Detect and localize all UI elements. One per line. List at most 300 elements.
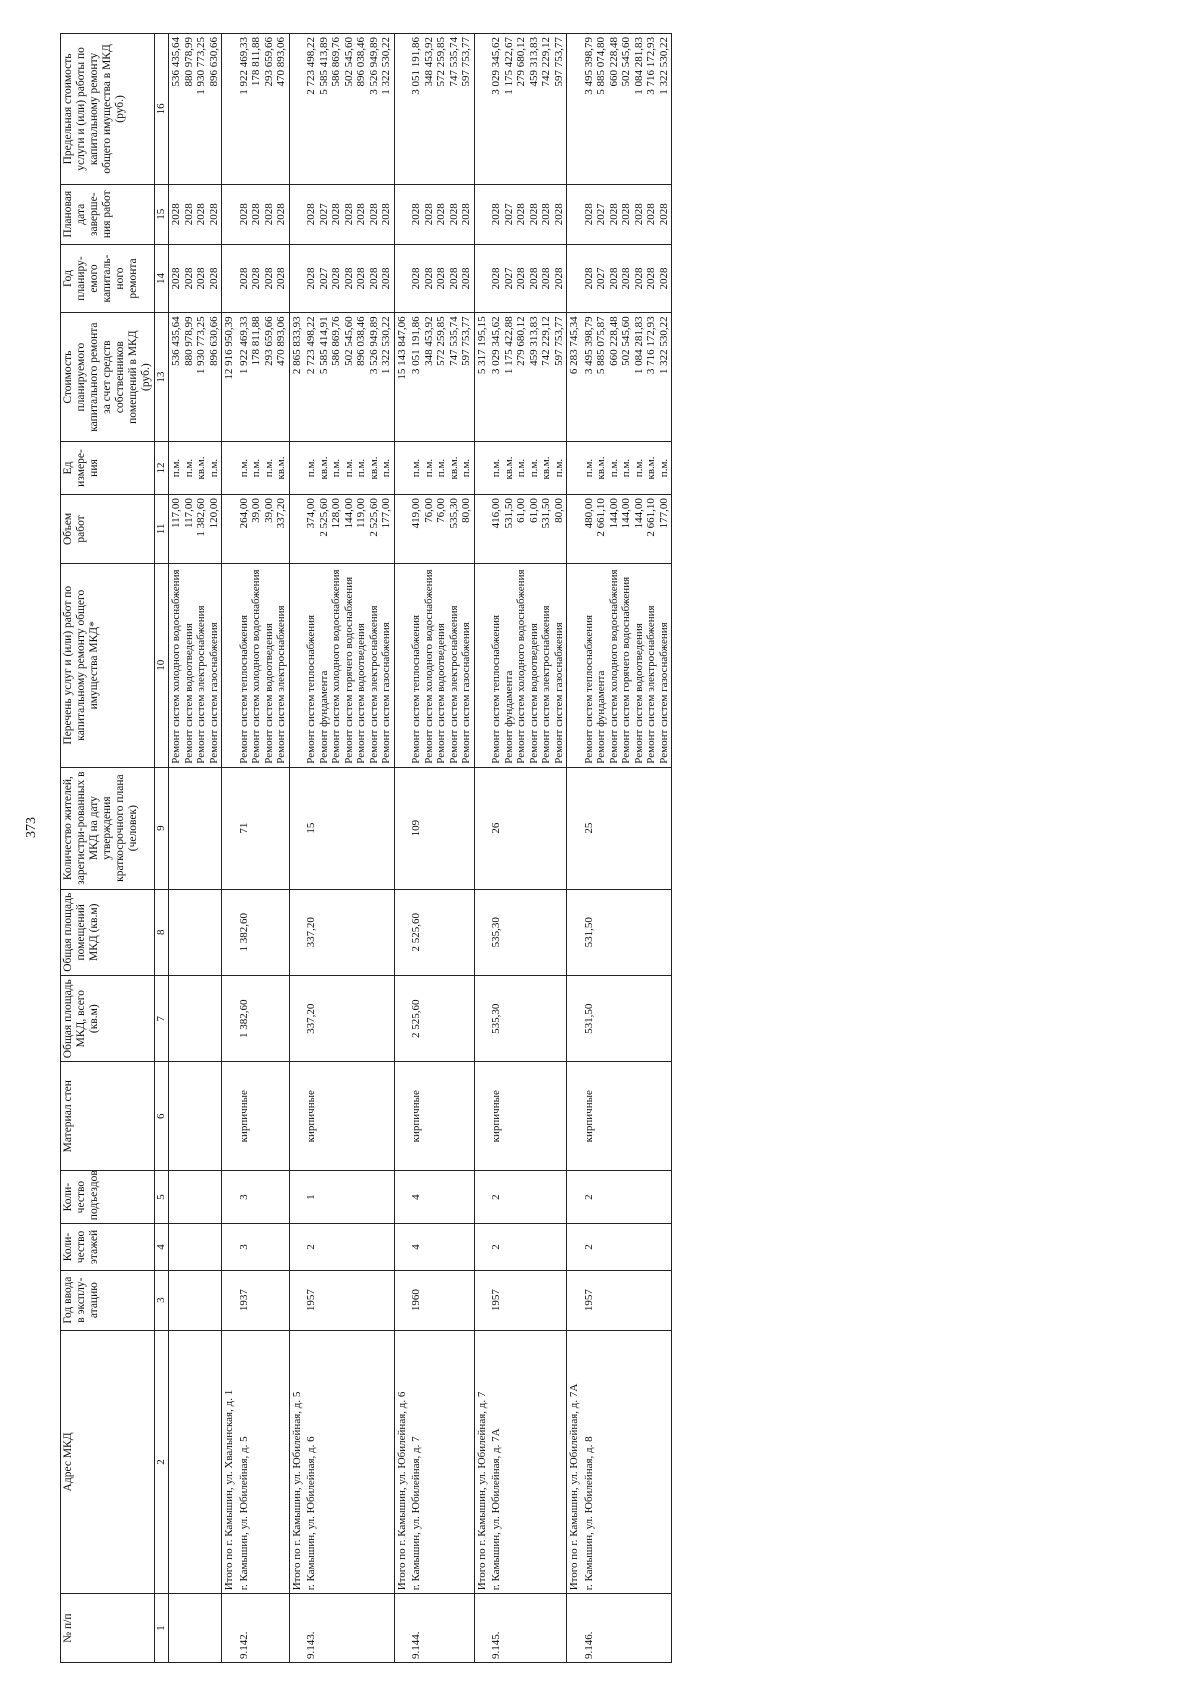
cost-line: 1 175 422,88: [502, 316, 515, 375]
limit-cost-line: 1 322 530,22: [380, 37, 392, 95]
cost-line: 178 811,88: [250, 316, 262, 366]
cost-line: 1 084 281,83: [632, 316, 645, 375]
repair-year: [489, 244, 567, 313]
unit: [582, 441, 672, 494]
row-number: 9.146.: [582, 1594, 672, 1663]
unit-line: п.м.: [460, 458, 472, 478]
cost-line: 1 922 469,33: [237, 316, 250, 375]
commission-year: 1960: [409, 1270, 474, 1330]
empty-cell: [169, 1062, 222, 1171]
repair-year-line: 2028: [305, 267, 317, 290]
work-item: Ремонт фундамента: [502, 670, 515, 764]
empty-cell: [394, 889, 409, 975]
area-total: 535,30: [489, 976, 567, 1062]
volume-line: 535,30: [447, 498, 460, 529]
unit: [169, 441, 222, 494]
floors-count: 2: [582, 1224, 672, 1271]
column-number: 6: [155, 1062, 169, 1171]
completion-date-line: 2028: [380, 203, 392, 226]
unit-line: кв.м.: [447, 456, 460, 480]
limit-cost-line: 502 545,60: [342, 37, 355, 87]
cost-line: 5 585 414,91: [317, 316, 330, 375]
area-total: 1 382,60: [237, 976, 290, 1062]
house-row: [237, 34, 290, 1663]
completion-date-line: 2028: [355, 203, 367, 226]
volume-line: 531,50: [502, 498, 515, 529]
limit-cost: [237, 34, 290, 185]
commission-year: 1957: [489, 1270, 567, 1330]
entrances-count: 2: [489, 1171, 567, 1224]
limit-cost-line: 5 885 074,80: [595, 37, 607, 95]
unit-line: кв.м.: [645, 456, 657, 480]
page-number: 373: [24, 817, 39, 838]
completion-date: [409, 184, 474, 244]
empty-cell: [567, 495, 582, 564]
repair-year-line: 2028: [355, 267, 367, 290]
completion-date: [237, 184, 290, 244]
empty-cell: [394, 34, 409, 185]
cost-line: 2 723 498,22: [305, 316, 317, 375]
volume-line: 374,00: [305, 498, 317, 529]
unit-line: п.м.: [607, 458, 620, 478]
total-row: [394, 34, 409, 1663]
column-header: Год планиру-емого капиталь-ного ремонта: [61, 244, 155, 313]
volume: [582, 495, 672, 564]
column-header: Коли-чество подъездов: [61, 1171, 155, 1224]
volume-line: 76,00: [422, 498, 435, 523]
repair-year: [237, 244, 290, 313]
column-number: 14: [155, 244, 169, 313]
empty-cell: [222, 1594, 237, 1663]
column-number: 11: [155, 495, 169, 564]
completion-date-line: 2028: [367, 203, 380, 226]
empty-cell: [289, 34, 304, 185]
empty-cell: [222, 1224, 237, 1271]
floors-count: 2: [304, 1224, 394, 1271]
limit-cost-line: 747 535,74: [447, 37, 460, 87]
limit-cost-line: 597 753,77: [460, 37, 472, 87]
limit-cost-line: 1 930 773,25: [195, 37, 207, 95]
empty-cell: [567, 184, 582, 244]
completion-date-line: 2028: [620, 203, 632, 226]
unit: [409, 441, 474, 494]
volume-line: 144,00: [607, 498, 620, 529]
total-row: [289, 34, 304, 1663]
volume-line: 119,00: [355, 498, 367, 528]
total-label: Итого по г. Камышин, ул. Юбилейная, д. 6: [394, 1330, 409, 1594]
row-number: 9.145.: [489, 1594, 567, 1663]
repair-year-line: 2028: [367, 267, 380, 290]
completion-date-line: 2028: [305, 203, 317, 226]
total-row: [567, 34, 582, 1663]
completion-date-line: 2028: [422, 203, 435, 226]
limit-cost-line: 572 259,85: [435, 37, 447, 87]
empty-cell: [289, 767, 304, 889]
floors-count: 3: [237, 1224, 290, 1271]
table-body: [169, 34, 672, 1663]
unit-line: п.м.: [330, 458, 342, 478]
total-row: [222, 34, 237, 1663]
volume-line: 419,00: [410, 498, 422, 529]
work-item: Ремонт систем водоотведения: [262, 623, 275, 764]
work-item: Ремонт систем холодного водоснабжения: [250, 569, 262, 764]
entrances-count: 3: [237, 1171, 290, 1224]
house-row: [304, 34, 394, 1663]
volume-line: 117,00: [170, 498, 182, 528]
residents-count: 109: [409, 767, 474, 889]
total-cost: 2 865 833,93: [289, 313, 304, 442]
volume-line: 2 525,60: [367, 498, 380, 537]
completion-date-line: 2028: [490, 203, 502, 226]
limit-cost-line: 3 716 172,93: [645, 37, 657, 95]
empty-cell: [289, 184, 304, 244]
completion-date-line: 2028: [527, 203, 540, 226]
cost: [304, 313, 394, 442]
area-rooms: 1 382,60: [237, 889, 290, 975]
cost: [489, 313, 567, 442]
volume-line: 2 525,60: [317, 498, 330, 537]
empty-cell: [567, 563, 582, 767]
cost-line: 896 038,46: [355, 316, 367, 366]
column-header: Общая площадь помещений МКД (кв.м): [61, 889, 155, 975]
empty-cell: [474, 889, 489, 975]
completion-date-line: 2028: [540, 203, 552, 226]
column-number: 3: [155, 1270, 169, 1330]
empty-cell: [394, 1224, 409, 1271]
work-item: Ремонт систем электроснабжения: [195, 605, 207, 764]
column-number: 12: [155, 441, 169, 494]
total-row: [474, 34, 489, 1663]
header-row: [61, 34, 155, 1663]
area-rooms: 337,20: [304, 889, 394, 975]
cost: [409, 313, 474, 442]
volume-line: 117,00: [182, 498, 195, 528]
cost-line: 660 228,48: [607, 316, 620, 366]
repair-year-line: 2028: [607, 267, 620, 290]
cost-line: 3 051 191,86: [410, 316, 422, 375]
empty-cell: [474, 1171, 489, 1224]
cost-line: 880 978,99: [182, 316, 195, 366]
completion-date-line: 2027: [317, 203, 330, 226]
cost-line: 597 753,77: [460, 316, 472, 366]
work-item: Ремонт систем водоотведения: [527, 623, 540, 764]
total-cost: 12 916 950,39: [222, 313, 237, 442]
cost: [582, 313, 672, 442]
wall-material: кирпичные: [409, 1062, 474, 1171]
house-row: [489, 34, 567, 1663]
limit-cost: [304, 34, 394, 185]
unit-line: п.м.: [207, 458, 220, 478]
entrances-count: 4: [409, 1171, 474, 1224]
limit-cost-line: 348 453,92: [422, 37, 435, 87]
limit-cost-line: 536 435,64: [170, 37, 182, 87]
column-number: 10: [155, 563, 169, 767]
work-item: Ремонт систем холодного водоснабжения: [515, 569, 527, 764]
carry-over-row: [169, 34, 222, 1663]
repair-year-line: 2028: [435, 267, 447, 290]
column-number: 8: [155, 889, 169, 975]
total-label: Итого по г. Камышин, ул. Юбилейная, д. 5: [289, 1330, 304, 1594]
column-number: 16: [155, 34, 169, 185]
volume: [169, 495, 222, 564]
unit-line: п.м.: [250, 458, 262, 478]
completion-date: [304, 184, 394, 244]
limit-cost: [582, 34, 672, 185]
empty-cell: [567, 889, 582, 975]
area-rooms: 535,30: [489, 889, 567, 975]
unit-line: п.м.: [552, 458, 565, 478]
completion-date-line: 2028: [207, 203, 220, 226]
total-cost: 5 317 195,15: [474, 313, 489, 442]
repair-year: [582, 244, 672, 313]
wall-material: кирпичные: [582, 1062, 672, 1171]
unit-line: кв.м.: [595, 456, 607, 480]
cost: [237, 313, 290, 442]
unit-line: п.м.: [262, 458, 275, 478]
column-number: 5: [155, 1171, 169, 1224]
column-header: Объем работ: [61, 495, 155, 564]
cost-line: 3 495 398,79: [582, 316, 595, 375]
capital-repair-table: [60, 33, 672, 1663]
empty-cell: [394, 1062, 409, 1171]
empty-cell: [222, 34, 237, 185]
cost-line: 502 545,60: [620, 316, 632, 366]
empty-cell: [222, 976, 237, 1062]
volume-line: 144,00: [632, 498, 645, 529]
empty-cell: [394, 767, 409, 889]
floors-count: 2: [489, 1224, 567, 1271]
works-list: [304, 563, 394, 767]
repair-year-line: 2028: [422, 267, 435, 290]
completion-date-line: 2028: [275, 203, 287, 226]
unit-line: п.м.: [422, 458, 435, 478]
cost-line: 742 229,12: [540, 316, 552, 366]
repair-year-line: 2027: [317, 267, 330, 290]
empty-cell: [394, 441, 409, 494]
completion-date-line: 2028: [645, 203, 657, 226]
work-item: Ремонт систем теплоснабжения: [410, 614, 422, 764]
unit-line: п.м.: [355, 458, 367, 478]
work-item: Ремонт систем газоснабжения: [380, 622, 392, 764]
repair-year-line: 2028: [207, 267, 220, 290]
work-item: Ремонт систем электроснабжения: [645, 605, 657, 764]
empty-cell: [169, 1594, 222, 1663]
repair-year: [304, 244, 394, 313]
empty-cell: [474, 1270, 489, 1330]
volume: [489, 495, 567, 564]
repair-year-line: 2028: [540, 267, 552, 290]
volume-line: 177,00: [657, 498, 670, 529]
empty-cell: [394, 1171, 409, 1224]
work-item: Ремонт систем теплоснабжения: [305, 614, 317, 764]
repair-year-line: 2028: [410, 267, 422, 290]
unit-line: п.м.: [582, 458, 595, 478]
empty-cell: [289, 1270, 304, 1330]
limit-cost-line: 896 630,66: [207, 37, 220, 87]
empty-cell: [394, 976, 409, 1062]
empty-cell: [289, 976, 304, 1062]
unit-line: кв.м.: [195, 456, 207, 480]
commission-year: 1957: [304, 1270, 394, 1330]
cost-line: 3 716 172,93: [645, 316, 657, 375]
repair-year-line: 2028: [582, 267, 595, 290]
completion-date-line: 2028: [170, 203, 182, 226]
work-item: Ремонт систем горячего водоснабжения: [620, 576, 632, 764]
total-label: Итого по г. Камышин, ул. Хвалынская, д. 1: [222, 1330, 237, 1594]
cost-line: 1 322 530,22: [657, 316, 670, 375]
unit: [304, 441, 394, 494]
empty-cell: [394, 1594, 409, 1663]
commission-year: 1937: [237, 1270, 290, 1330]
cost-line: 572 259,85: [435, 316, 447, 366]
cost-line: 536 435,64: [170, 316, 182, 366]
work-item: Ремонт систем водоотведения: [632, 623, 645, 764]
limit-cost-line: 586 869,76: [330, 37, 342, 87]
repair-year-line: 2028: [342, 267, 355, 290]
limit-cost-line: 660 228,48: [607, 37, 620, 87]
limit-cost-line: 459 313,83: [527, 37, 540, 87]
empty-cell: [474, 767, 489, 889]
unit-line: п.м.: [527, 458, 540, 478]
works-list: [489, 563, 567, 767]
unit-line: п.м.: [305, 458, 317, 478]
empty-cell: [567, 1594, 582, 1663]
empty-cell: [394, 184, 409, 244]
work-item: Ремонт систем водоотведения: [182, 623, 195, 764]
limit-cost-line: 293 659,66: [262, 37, 275, 87]
empty-cell: [474, 34, 489, 185]
repair-year: [169, 244, 222, 313]
floors-count: 4: [409, 1224, 474, 1271]
limit-cost-line: 597 753,77: [552, 37, 565, 87]
empty-cell: [222, 1062, 237, 1171]
volume-line: 39,00: [250, 498, 262, 523]
repair-year-line: 2028: [460, 267, 472, 290]
unit-line: п.м.: [380, 458, 392, 478]
repair-year-line: 2028: [657, 267, 670, 290]
volume-line: 264,00: [237, 498, 250, 529]
empty-cell: [567, 767, 582, 889]
repair-year-line: 2028: [237, 267, 250, 290]
work-item: Ремонт систем электроснабжения: [275, 605, 287, 764]
empty-cell: [222, 767, 237, 889]
work-item: Ремонт систем электроснабжения: [540, 605, 552, 764]
entrances-count: 2: [582, 1171, 672, 1224]
cost-line: 3 526 949,89: [367, 316, 380, 375]
volume-line: 128,00: [330, 498, 342, 529]
limit-cost-line: 3 029 345,62: [490, 37, 502, 95]
empty-cell: [474, 244, 489, 313]
work-item: Ремонт систем холодного водоснабжения: [422, 569, 435, 764]
empty-cell: [289, 244, 304, 313]
empty-cell: [474, 976, 489, 1062]
cost-line: 348 453,92: [422, 316, 435, 366]
limit-cost-line: 2 723 498,22: [305, 37, 317, 95]
repair-year-line: 2028: [632, 267, 645, 290]
completion-date-line: 2028: [250, 203, 262, 226]
column-header: № п/п: [61, 1594, 155, 1663]
unit-line: п.м.: [620, 458, 632, 478]
empty-cell: [222, 563, 237, 767]
area-rooms: 2 525,60: [409, 889, 474, 975]
house-address: г. Камышин, ул. Юбилейная, д. 7А: [489, 1330, 567, 1594]
empty-cell: [394, 1270, 409, 1330]
cost-line: 5 885 075,87: [595, 316, 607, 375]
unit-line: п.м.: [435, 458, 447, 478]
empty-cell: [169, 1270, 222, 1330]
completion-date-line: 2028: [515, 203, 527, 226]
empty-cell: [222, 441, 237, 494]
limit-cost-line: 1 084 281,83: [632, 37, 645, 95]
repair-year-line: 2027: [502, 267, 515, 290]
empty-cell: [394, 244, 409, 313]
volume-line: 1 382,60: [195, 498, 207, 537]
empty-cell: [169, 1330, 222, 1594]
completion-date-line: 2028: [342, 203, 355, 226]
cost-line: 502 545,60: [342, 316, 355, 366]
limit-cost: [489, 34, 567, 185]
empty-cell: [567, 1270, 582, 1330]
residents-count: 15: [304, 767, 394, 889]
volume-line: 416,00: [490, 498, 502, 529]
column-header: Адрес МКД: [61, 1330, 155, 1594]
unit-line: кв.м.: [275, 456, 287, 480]
column-header: Предельная стоимость услуги и (или) работы по капитальному ремонту общего имущества в МКД (руб.): [61, 34, 155, 185]
work-item: Ремонт фундамента: [595, 670, 607, 764]
completion-date-line: 2028: [447, 203, 460, 226]
wall-material: кирпичные: [489, 1062, 567, 1171]
unit-line: п.м.: [490, 458, 502, 478]
limit-cost-line: 279 680,12: [515, 37, 527, 87]
unit-line: п.м.: [657, 458, 670, 478]
completion-date-line: 2027: [502, 203, 515, 226]
residents-count: 25: [582, 767, 672, 889]
empty-cell: [289, 441, 304, 494]
completion-date-line: 2028: [607, 203, 620, 226]
empty-cell: [289, 495, 304, 564]
limit-cost-line: 880 978,99: [182, 37, 195, 87]
repair-year-line: 2028: [447, 267, 460, 290]
work-item: Ремонт систем холодного водоснабжения: [170, 569, 182, 764]
volume: [409, 495, 474, 564]
completion-date-line: 2028: [262, 203, 275, 226]
empty-cell: [567, 976, 582, 1062]
total-label: Итого по г. Камышин, ул. Юбилейная, д. 7А: [567, 1330, 582, 1594]
work-item: Ремонт систем холодного водоснабжения: [607, 569, 620, 764]
volume-line: 337,20: [275, 498, 287, 529]
completion-date: [489, 184, 567, 244]
volume-line: 61,00: [527, 498, 540, 523]
work-item: Ремонт систем газоснабжения: [657, 622, 670, 764]
entrances-count: 1: [304, 1171, 394, 1224]
repair-year-line: 2028: [262, 267, 275, 290]
work-item: Ремонт систем горячего водоснабжения: [342, 576, 355, 764]
column-number: 9: [155, 767, 169, 889]
unit-line: п.м.: [410, 458, 422, 478]
limit-cost-line: 3 526 949,89: [367, 37, 380, 95]
empty-cell: [222, 184, 237, 244]
work-item: Ремонт систем газоснабжения: [207, 622, 220, 764]
volume-line: 144,00: [620, 498, 632, 529]
empty-cell: [567, 441, 582, 494]
unit-line: кв.м.: [502, 456, 515, 480]
cost-line: 279 680,12: [515, 316, 527, 366]
limit-cost: [169, 34, 222, 185]
limit-cost-line: 470 893,06: [275, 37, 287, 87]
repair-year-line: 2028: [250, 267, 262, 290]
work-item: Ремонт систем газоснабжения: [460, 622, 472, 764]
cost-line: 586 869,76: [330, 316, 342, 366]
